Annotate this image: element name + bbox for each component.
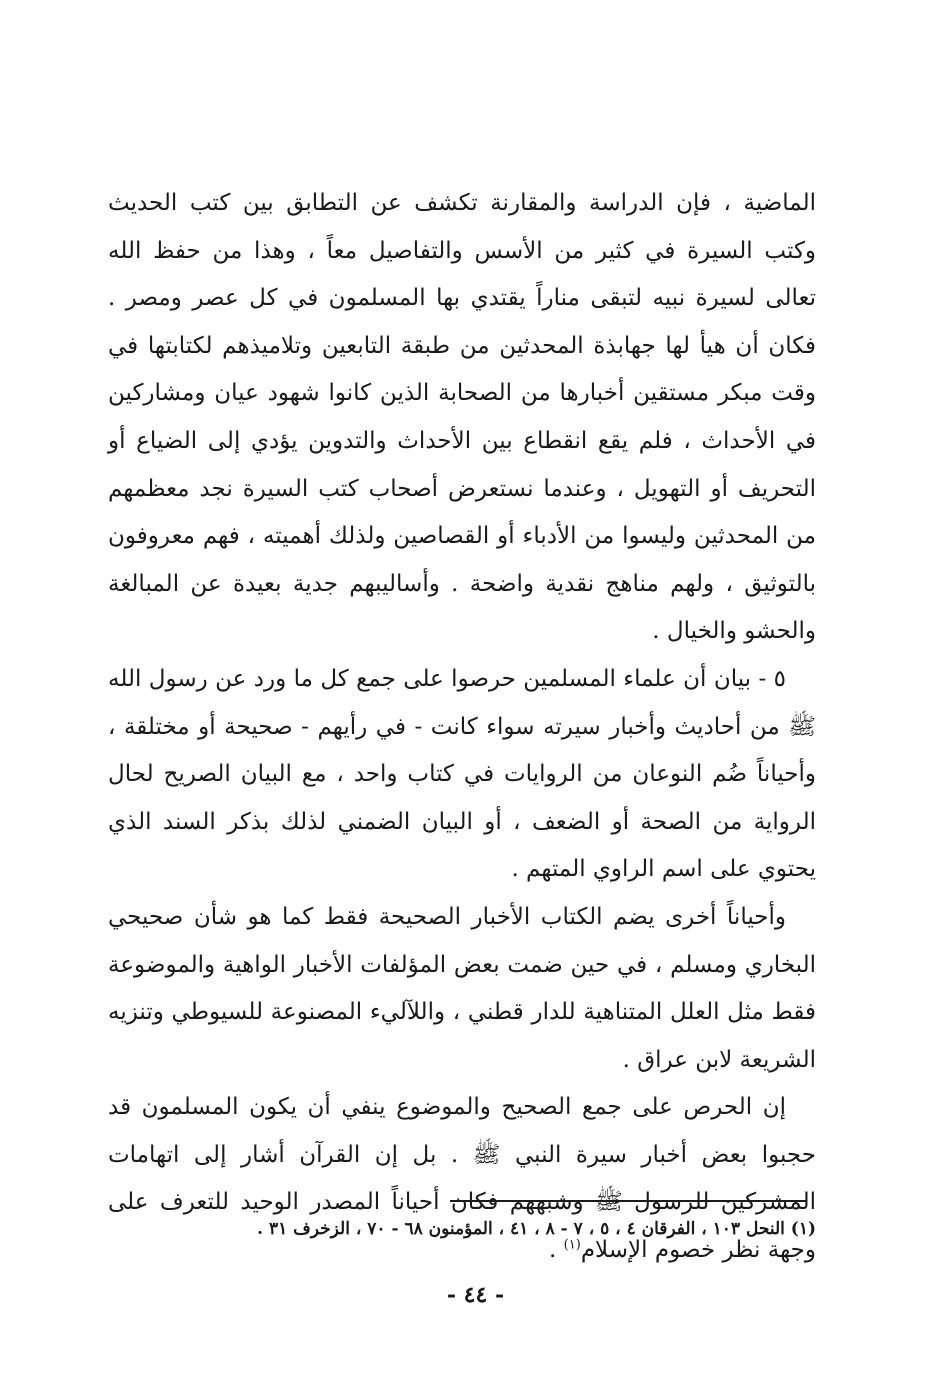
- footnote-separator: [450, 1200, 807, 1202]
- paragraph-4-end: .: [549, 1237, 564, 1264]
- paragraph-4-text: إن الحرص على جمع الصحيح والموضوع ينفي أن يكون المسلمون قد حجبوا بعض أخبار سيرة النبي ﷺ . بل إن القرآن أشار إلى اتهامات المشركين للرسول ﷺ وشبههم فكان أحياناً المصدر الوحيد للتعرف على وجهة نظر خصوم الإسلام: [108, 1094, 816, 1264]
- body-text: [108, 180, 816, 1275]
- paragraph-4: [108, 1084, 816, 1274]
- paragraph-3: وأحياناً أخرى يضم الكتاب الأخبار الصحيحة فقط كما هو شأن صحيحي البخاري ومسلم ، في حين ضمت بعض المؤلفات الأخبار الواهية والموضوعة فقط مثل العلل المتناهية للدار قطني ، واللآليء المصنوعة للسيوطي وتنزيه الشريعة لابن عراق .: [108, 903, 816, 1073]
- paragraph-2: ٥ - بيان أن علماء المسلمين حرصوا على جمع كل ما ورد عن رسول الله ﷺ من أحاديث وأخبار سيرته سواء كانت - في رأيهم - صحيحة أو مختلقة ، وأحياناً ضُم النوعان من الروايات في كتاب واحد ، مع البيان الصريح لحال الرواية من الصحة أو الضعف ، أو البيان الضمني لذلك بذكر السند الذي يحتوي على اسم الراوي المتهم .: [108, 665, 816, 883]
- footnote-reference[interactable]: (١): [563, 1237, 581, 1253]
- page-number: - ٤٤ -: [446, 1282, 505, 1308]
- paragraph-1: الماضية ، فإن الدراسة والمقارنة تكشف عن التطابق بين كتب الحديث وكتب السيرة في كثير من الأسس والتفاصيل معاً ، وهذا من حفظ الله تعالى لسيرة نبيه لتبقى مناراً يقتدي بها المسلمون في كل عصر ومصر . فكان أن هيأ لها جهابذة المحدثين من طبقة التابعين وتلاميذهم لكتابتها في وقت مبكر مستقين أخبارها من الصحابة الذين كانوا شهود عيان ومشاركين في الأحداث ، فلم يقع انقطاع بين الأحداث والتدوين يؤدي إلى الضياع أو التحريف أو التهويل ، وعندما نستعرض أصحاب كتب السيرة نجد معظمهم من المحدثين وليسوا من الأدباء أو القصاصين ولذلك أهميته ، فهم معروفون بالتوثيق ، ولهم مناهج نقدية واضحة . وأساليبهم جدية بعيدة عن المبالغة والحشو والخيال .: [108, 190, 816, 645]
- footnote: (١) النحل ١٠٣ ، الفرقان ٤ ، ٥ ، ٧ - ٨ ، ٤١ ، المؤمنون ٦٨ - ٧٠ ، الزخرف ٣١ .: [257, 1219, 816, 1239]
